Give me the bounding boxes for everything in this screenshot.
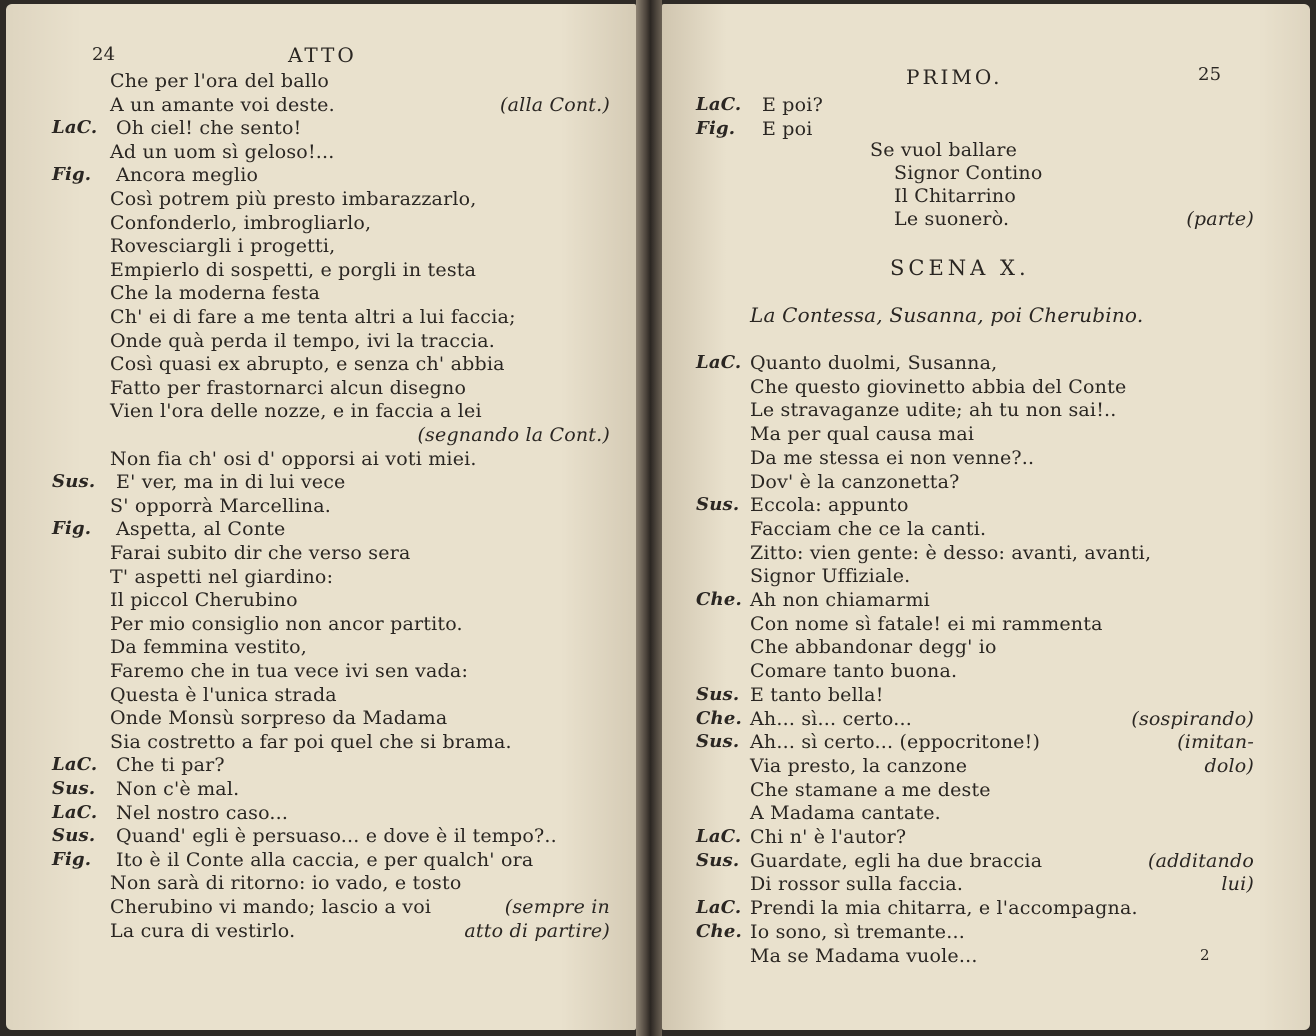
speaker-label: Fig. — [696, 118, 736, 139]
stage-direction: (parte) — [1186, 208, 1254, 230]
verse-line: Aspetta, al Conte — [116, 518, 286, 541]
verse-line: Ancora meglio — [116, 164, 259, 187]
verse-line: Confonderlo, imbrogliarlo, — [110, 211, 372, 234]
verse-line: Rovesciargli i progetti, — [110, 235, 336, 258]
verse-line: Vien l'ora delle nozze, e in faccia a lei — [110, 400, 482, 423]
verse-line: Quanto duolmi, Susanna, — [750, 352, 998, 374]
verse-line: E poi? — [762, 94, 823, 116]
verse-line: Di rossor sulla faccia. — [750, 873, 964, 896]
verse-line: Ma per qual causa mai — [750, 423, 975, 446]
verse-line: Ma se Madama vuole... — [750, 944, 978, 967]
verse-line: Oh ciel! che sento! — [116, 117, 302, 140]
verse-line: Ad un uom sì geloso!... — [110, 140, 335, 163]
verse-line: Farai subito dir che verso sera — [110, 542, 411, 564]
stage-direction: atto di partire) — [464, 919, 610, 942]
verse-line: Faremo che in tua vece ivi sen vada: — [110, 660, 469, 682]
speaker-label: Che. — [696, 707, 742, 729]
verse-line: Il Chitarrino — [894, 185, 1016, 207]
verse-line: Quand' egli è persuaso... e dove è il tempo?.. — [116, 825, 557, 848]
verse-line: Nel nostro caso... — [116, 801, 289, 824]
verse-line: Che questo giovinetto abbia del Conte — [750, 375, 1127, 398]
verse-line: Che abbandonar degg' io — [750, 636, 997, 659]
verse-line: Prendi la mia chitarra, e l'accompagna. — [750, 897, 1138, 920]
stage-direction: (segnando la Cont.) — [417, 424, 610, 446]
left-page — [6, 4, 636, 1030]
speaker-label: LaC. — [52, 801, 98, 823]
speaker-label: Che. — [696, 920, 742, 942]
verse-line: Eccola: appunto — [750, 494, 909, 517]
speaker-label: LaC. — [696, 94, 742, 115]
stage-direction: (sempre in — [504, 896, 610, 918]
speaker-label: LaC. — [52, 754, 98, 776]
verse-line: Così quasi ex abrupto, e senza ch' abbia — [110, 353, 505, 376]
verse-line: E tanto bella! — [750, 683, 884, 706]
verse-line: Empierlo di sospetti, e porgli in testa — [110, 258, 477, 281]
verse-line: Comare tanto buona. — [750, 660, 958, 683]
verse-line: Cherubino vi mando; lascio a voi — [110, 896, 432, 918]
verse-line: Guardate, egli ha due braccia — [750, 849, 1043, 872]
verse-line: Che per l'ora del ballo — [110, 70, 329, 92]
speaker-label: Fig. — [52, 164, 92, 186]
speaker-label: Sus. — [696, 849, 740, 871]
verse-line: Che ti par? — [116, 754, 225, 777]
verse-line: Le stravaganze udite; ah tu non sai!.. — [750, 399, 1117, 422]
speaker-label: LaC. — [696, 826, 742, 847]
verse-line: Facciam che ce la canti. — [750, 517, 987, 540]
speaker-label: Sus. — [52, 825, 96, 847]
verse-line: A Madama cantate. — [750, 802, 941, 825]
verse-line: Per mio consiglio non ancor partito. — [110, 612, 463, 635]
verse-line: Ah... sì... certo... — [750, 707, 912, 730]
speaker-label: Sus. — [52, 778, 96, 799]
verse-line: Ah non chiamarmi — [750, 589, 930, 611]
stage-direction: lui) — [1221, 873, 1254, 896]
verse-line: Fatto per frastornarci alcun disegno — [110, 376, 467, 399]
running-head: ATTO — [288, 43, 357, 67]
page-number: 25 — [1198, 64, 1222, 85]
verse-line: Zitto: vien gente: è desso: avanti, avanti, — [750, 541, 1152, 564]
scene-title: SCENA X. — [890, 256, 1030, 280]
stage-direction: (sospirando) — [1131, 707, 1254, 730]
speaker-label: Sus. — [52, 471, 96, 493]
stage-direction: (additando — [1148, 849, 1254, 872]
stage-direction: (alla Cont.) — [500, 93, 610, 116]
verse-line: Le suonerò. — [894, 208, 1010, 230]
verse-line: Ito è il Conte alla caccia, e per qualch' ora — [116, 848, 534, 871]
verse-line: Se vuol ballare — [870, 139, 1018, 161]
verse-line: Non fia ch' osi d' opporsi ai voti miei. — [110, 447, 477, 470]
right-page — [662, 4, 1310, 1030]
verse-line: T' aspetti nel giardino: — [110, 565, 334, 588]
speaker-label: Fig. — [52, 518, 92, 540]
verse-line: Questa è l'unica strada — [110, 683, 337, 706]
scene-characters: La Contessa, Susanna, poi Cherubino. — [750, 303, 1144, 327]
verse-line: S' opporrà Marcellina. — [110, 494, 331, 517]
speaker-label: Sus. — [696, 683, 740, 705]
verse-line: Via presto, la canzone — [750, 754, 968, 777]
speaker-label: LaC. — [52, 117, 98, 139]
speaker-label: LaC. — [696, 352, 742, 373]
verse-line: Sia costretto a far poi quel che si brama. — [110, 730, 512, 753]
verse-line: Il piccol Cherubino — [110, 589, 298, 612]
verse-line: A un amante voi deste. — [110, 93, 335, 116]
verse-line: Signor Contino — [894, 162, 1043, 184]
speaker-label: Sus. — [696, 731, 740, 753]
verse-line: Chi n' è l'autor? — [750, 826, 907, 848]
speaker-label: LaC. — [696, 897, 742, 919]
stage-direction: (imitan- — [1177, 731, 1254, 754]
verse-line: La cura di vestirlo. — [110, 919, 296, 942]
running-head: PRIMO. — [906, 65, 1003, 89]
speaker-label: Fig. — [52, 848, 92, 870]
verse-line: Io sono, sì tremante... — [750, 920, 965, 943]
verse-line: Così potrem più presto imbarazzarlo, — [110, 188, 477, 210]
verse-line: Dov' è la canzonetta? — [750, 470, 960, 493]
verse-line: Con nome sì fatale! ei mi rammenta — [750, 612, 1103, 635]
verse-line: Non c'è mal. — [116, 778, 240, 800]
verse-line: E poi — [762, 118, 813, 140]
verse-line: Che la moderna festa — [110, 282, 321, 305]
verse-line: Ch' ei di fare a me tenta altri a lui faccia; — [110, 306, 516, 328]
verse-line: E' ver, ma in di lui vece — [116, 471, 346, 494]
page-number: 24 — [92, 44, 116, 65]
speaker-label: Sus. — [696, 494, 740, 516]
verse-line: Signor Uffiziale. — [750, 565, 911, 588]
signature-mark: 2 — [1200, 946, 1210, 964]
verse-line: Onde Monsù sorpreso da Madama — [110, 707, 448, 730]
verse-line: Da me stessa ei non venne?.. — [750, 446, 1035, 469]
speaker-label: Che. — [696, 589, 742, 610]
stage-direction: dolo) — [1204, 754, 1254, 777]
verse-line: Da femmina vestito, — [110, 636, 307, 659]
verse-line: Onde quà perda il tempo, ivi la traccia. — [110, 329, 495, 352]
verse-line: Ah... sì certo... (eppocritone!) — [750, 731, 1041, 754]
book-gutter — [636, 0, 662, 1036]
verse-line: Che stamane a me deste — [750, 778, 991, 801]
verse-line: Non sarà di ritorno: io vado, e tosto — [110, 872, 462, 895]
